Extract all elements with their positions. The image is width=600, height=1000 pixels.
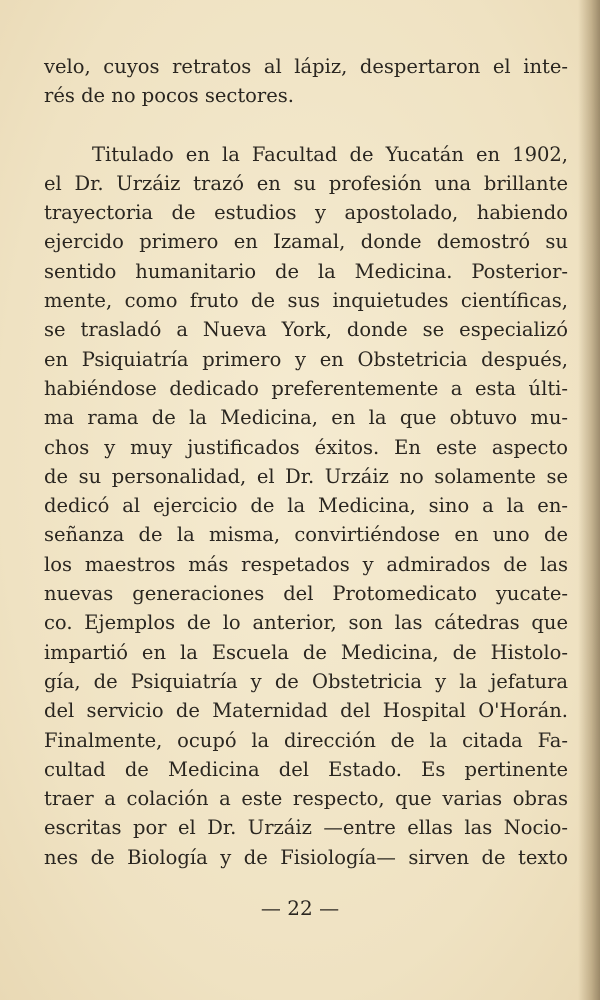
text-line: impartió en la Escuela de Medicina, de Histolo-: [44, 640, 568, 664]
page-number: — 22 —: [260, 896, 340, 920]
text-line: Titulado en la Facultad de Yucatán en 1902,: [92, 142, 568, 166]
text-line: velo, cuyos retratos al lápiz, despertaron el inte-: [44, 55, 568, 78]
text-line: traer a colación a este respecto, que varias obras: [44, 787, 568, 811]
text-line: habiéndose dedicado preferentemente a esta últi-: [44, 376, 568, 400]
text-line: se trasladó a Nueva York, donde se especializó: [44, 318, 568, 342]
text-line: gía, de Psiquiatría y de Obstetricia y la jefatura: [44, 669, 568, 693]
text-line: co. Ejemplos de lo anterior, son las cátedras que: [44, 611, 568, 635]
text-line: del servicio de Maternidad del Hospital O'Horán.: [44, 699, 568, 723]
text-line: el Dr. Urzáiz trazó en su profesión una brillante: [44, 171, 568, 195]
text-line: nes de Biología y de Fisiología— sirven de texto: [44, 845, 568, 869]
text-line: ejercido primero en Izamal, donde demostró su: [44, 230, 568, 254]
text-line: cultad de Medicina del Estado. Es pertinente: [44, 757, 568, 781]
text-line: ma rama de la Medicina, en la que obtuvo mu-: [44, 406, 568, 430]
text-line: rés de no pocos sectores.: [44, 84, 294, 108]
text-line: chos y muy justificados éxitos. En este aspecto: [44, 435, 568, 459]
text-line: dedicó al ejercicio de la Medicina, sino a la en-: [44, 494, 568, 518]
text-line: de su personalidad, el Dr. Urzáiz no solamente se: [44, 464, 568, 488]
paragraph-gap: [44, 111, 568, 140]
body-text: [44, 52, 568, 872]
text-line: escritas por el Dr. Urzáiz —entre ellas las Nocio-: [44, 816, 568, 840]
text-line: en Psiquiatría primero y en Obstetricia después,: [44, 347, 568, 371]
text-line: mente, como fruto de sus inquietudes científicas,: [44, 289, 568, 313]
text-line: Finalmente, ocupó la dirección de la citada Fa-: [44, 728, 568, 752]
text-line: señanza de la misma, convirtiéndose en uno de: [44, 523, 568, 547]
text-line: sentido humanitario de la Medicina. Posterior-: [44, 259, 568, 283]
text-line: nuevas generaciones del Protomedicato yucate-: [44, 582, 568, 606]
text-line: los maestros más respetados y admirados de las: [44, 552, 568, 576]
page-edge-shadow: [578, 0, 600, 1000]
text-line: trayectoria de estudios y apostolado, habiendo: [44, 201, 568, 225]
